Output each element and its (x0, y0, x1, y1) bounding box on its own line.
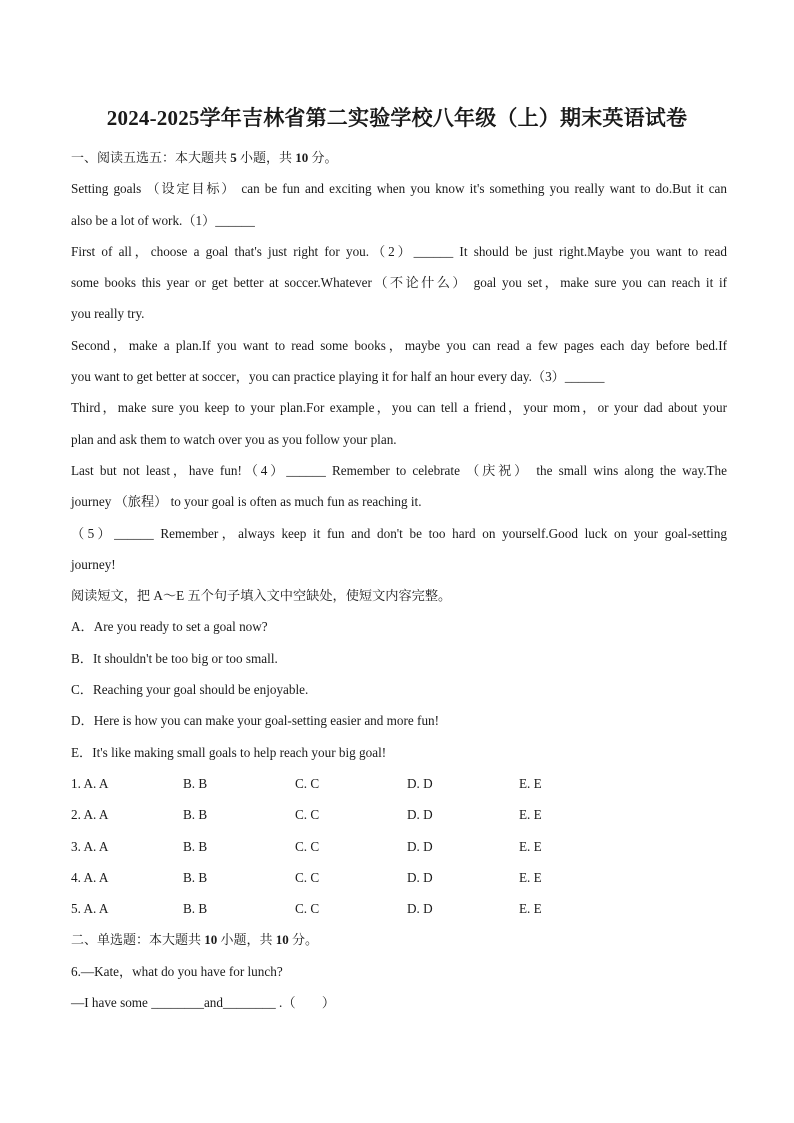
answer-option: B. B (183, 775, 208, 791)
answer-option: D. D (407, 838, 433, 854)
answer-option: C. C (295, 807, 320, 823)
passage-line: Third，make sure you keep to your plan.For example，you can tell a friend，your mom，or your dad about your (71, 400, 727, 416)
passage-line: you want to get better at soccer，you can practice playing it for half an hour every day.（3）______ (71, 369, 605, 385)
passage-line: also be a lot of work.（1）______ (71, 212, 255, 228)
answer-option: E. E (519, 838, 542, 854)
reading-instruction: 阅读短文，把 A～E 五个句子填入文中空缺处，使短文内容完整。 (71, 588, 452, 604)
answer-option: B. B (183, 838, 208, 854)
passage-line: First of all，choose a goal that's just right for you.（2）______ It should be just right.Maybe you want to read (71, 243, 727, 259)
answer-option: B. B (183, 869, 208, 885)
passage-line: Second，make a plan.If you want to read some books，maybe you can read a few pages each day before bed.If (71, 337, 727, 353)
answer-option: 1. A. A (71, 775, 109, 791)
choice-list (71, 611, 727, 767)
answer-row (71, 893, 727, 924)
section-1-heading: 一、阅读五选五：本大题共 5 小题，共 10 分。 (71, 150, 338, 165)
answer-options (71, 768, 727, 924)
answer-row (71, 799, 727, 830)
answer-option: E. E (519, 869, 542, 885)
passage-line: you really try. (71, 306, 145, 322)
question-6-stem: 6.—Kate，what do you have for lunch? (71, 963, 283, 979)
answer-option: 3. A. A (71, 838, 109, 854)
choice-item: C．Reaching your goal should be enjoyable. (71, 682, 309, 698)
passage-line: Setting goals （设定目标） can be fun and exciting when you know it's something you really want to do.But it can (71, 181, 727, 197)
answer-option: 2. A. A (71, 807, 109, 823)
answer-option: E. E (519, 775, 542, 791)
passage-line: journey （旅程） to your goal is often as much fun as reaching it. (71, 494, 422, 510)
answer-row (71, 768, 727, 799)
choice-item: A．Are you ready to set a goal now? (71, 619, 268, 635)
answer-option: B. B (183, 901, 208, 917)
passage-line: plan and ask them to watch over you as you follow your plan. (71, 431, 397, 447)
answer-row (71, 862, 727, 893)
answer-option: C. C (295, 775, 320, 791)
answer-option: C. C (295, 838, 320, 854)
answer-option: E. E (519, 901, 542, 917)
section-1-points: 10 (295, 150, 309, 165)
passage-line: Last but not least，have fun!（4）______ Remember to celebrate （庆祝） the small wins along the way.The (71, 462, 727, 478)
question-6-answer-line: —I have some ________and________ .（ ） (71, 995, 336, 1011)
section-2-points: 10 (275, 932, 289, 948)
answer-option: D. D (407, 807, 433, 823)
answer-option: 5. A. A (71, 901, 109, 917)
answer-option: D. D (407, 869, 433, 885)
answer-option: B. B (183, 807, 208, 823)
answer-option: 4. A. A (71, 869, 109, 885)
section-2-count: 10 (204, 932, 218, 948)
section-2-heading: 二、单选题：本大题共 10 小题，共 10 分。 (71, 932, 319, 948)
passage-line: （5）______ Remember，always keep it fun and don't be too hard on yourself.Good luck on your goal-setting (71, 525, 727, 541)
choice-item: D．Here is how you can make your goal-setting easier and more fun! (71, 713, 440, 729)
answer-option: C. C (295, 869, 320, 885)
answer-option: D. D (407, 775, 433, 791)
passage-line: journey! (71, 556, 116, 572)
exam-title: 2024-2025学年吉林省第二实验学校八年级（上）期末英语试卷 (106, 106, 688, 130)
answer-row (71, 831, 727, 862)
answer-option: C. C (295, 901, 320, 917)
answer-option: D. D (407, 901, 433, 917)
reading-passage (71, 173, 727, 580)
exam-content (71, 142, 727, 1018)
passage-line: some books this year or get better at soccer.Whatever（不论什么） goal you set，make sure you can reach it if (71, 275, 727, 291)
section-1-count: 5 (230, 150, 237, 165)
answer-option: E. E (519, 807, 542, 823)
choice-item: B．It shouldn't be too big or too small. (71, 650, 278, 666)
choice-item: E．It's like making small goals to help reach your big goal! (71, 744, 387, 760)
